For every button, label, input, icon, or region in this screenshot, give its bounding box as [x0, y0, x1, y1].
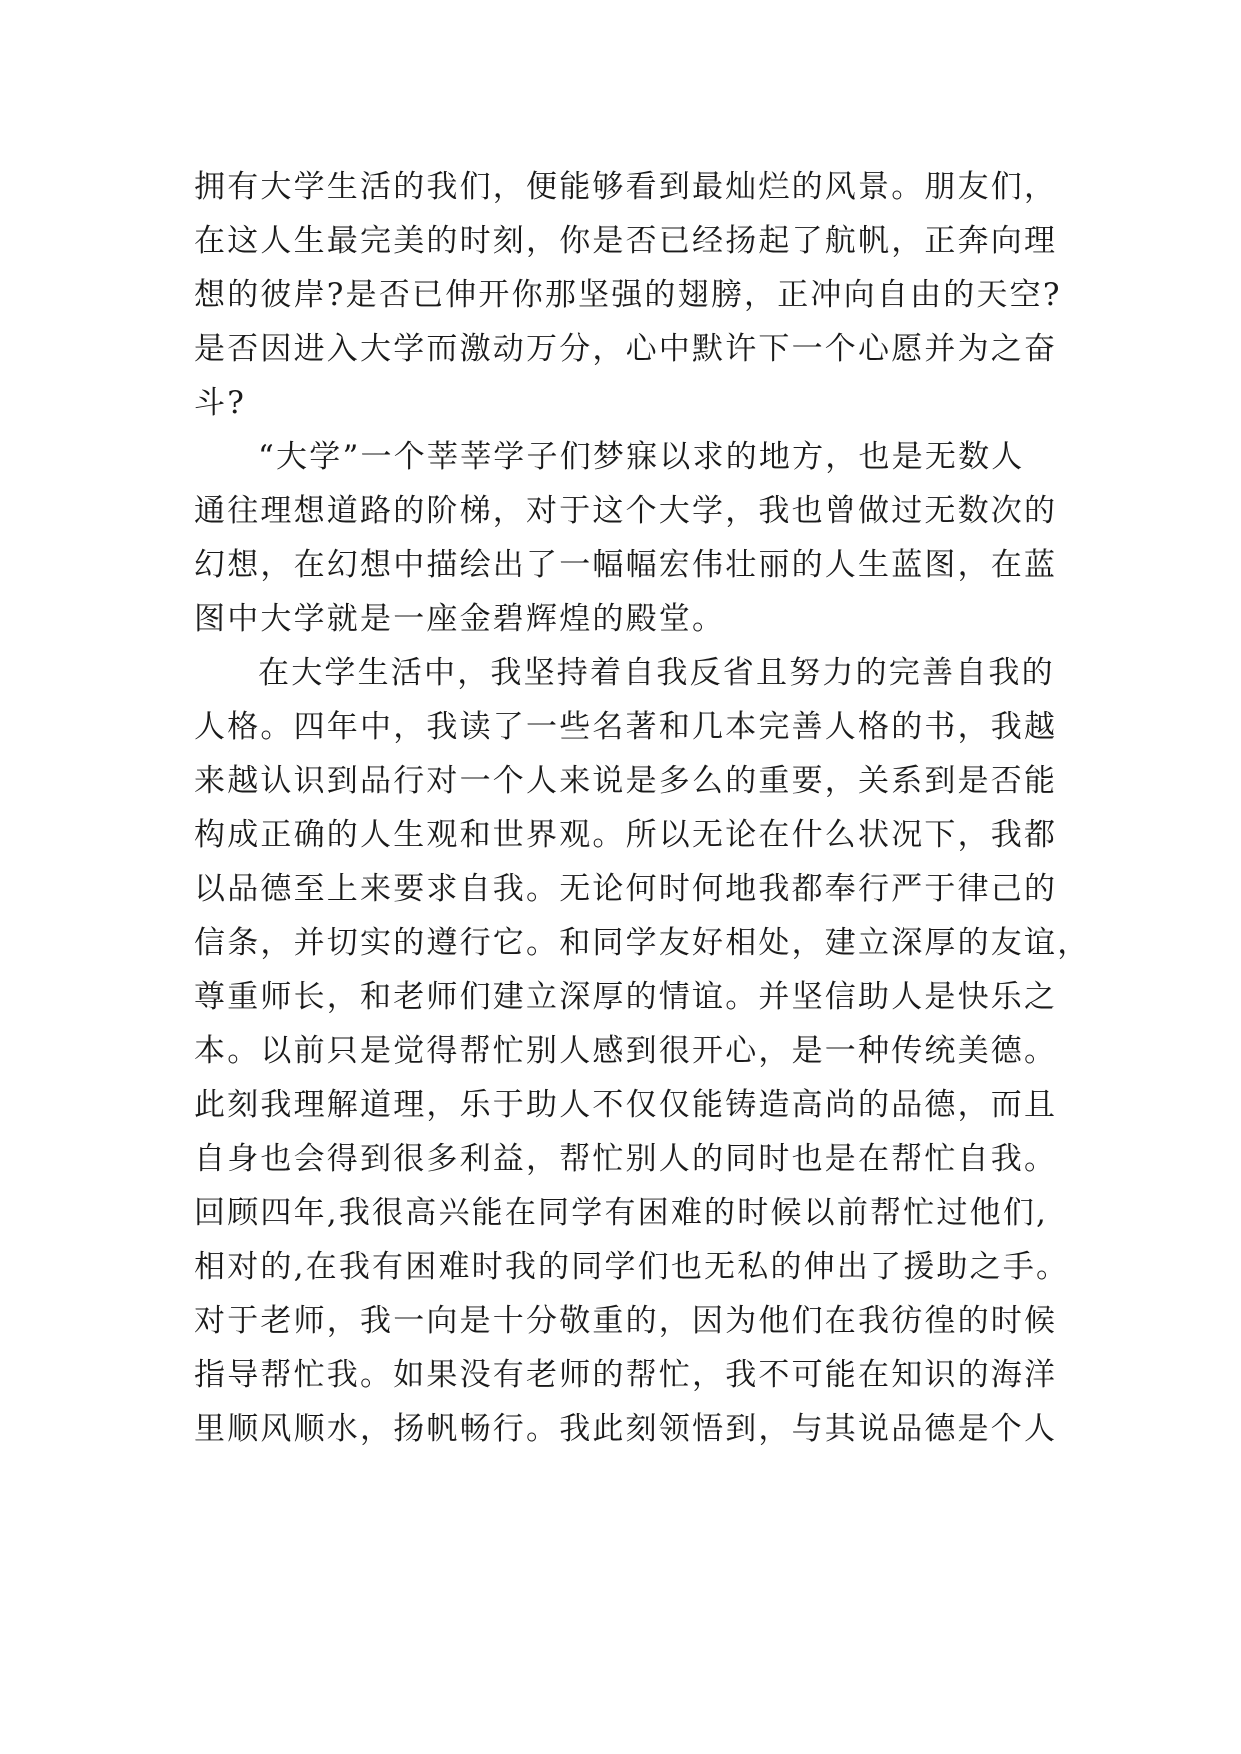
- text-line: 在大学生活中，我坚持着自我反省且努力的完善自我的: [258, 655, 1055, 691]
- paragraph: [194, 646, 1091, 1456]
- text-line: 想的彼岸?是否已伸开你那坚强的翅膀，正冲向自由的天空?: [194, 277, 1062, 313]
- text-line: 是否因进入大学而激动万分，心中默许下一个心愿并为之奋: [194, 331, 1058, 367]
- text-line: 相对的,在我有困难时我的同学们也无私的伸出了援助之手。: [194, 1249, 1070, 1285]
- text-line: 来越认识到品行对一个人来说是多么的重要，关系到是否能: [194, 763, 1058, 799]
- text-line: 斗?: [194, 385, 247, 421]
- text-line: 回顾四年,我很高兴能在同学有困难的时候以前帮忙过他们,: [194, 1195, 1049, 1231]
- text-line: 自身也会得到很多利益，帮忙别人的同时也是在帮忙自我。: [194, 1141, 1058, 1177]
- text-line: 通往理想道路的阶梯，对于这个大学，我也曾做过无数次的: [194, 493, 1058, 529]
- text-line: 指导帮忙我。如果没有老师的帮忙，我不可能在知识的海洋: [194, 1357, 1058, 1393]
- text-line: 信条，并切实的遵行它。和同学友好相处，建立深厚的友谊，: [194, 925, 1091, 961]
- text-line: 尊重师长，和老师们建立深厚的情谊。并坚信助人是快乐之: [194, 979, 1058, 1015]
- text-line: 拥有大学生活的我们，便能够看到最灿烂的风景。朋友们，: [194, 169, 1058, 205]
- text-line: 在这人生最完美的时刻，你是否已经扬起了航帆，正奔向理: [194, 223, 1058, 259]
- text-line: 以品德至上来要求自我。无论何时何地我都奉行严于律己的: [194, 871, 1058, 907]
- text-line: “大学”一个莘莘学子们梦寐以求的地方，也是无数人: [258, 439, 1025, 475]
- text-line: 此刻我理解道理，乐于助人不仅仅能铸造高尚的品德，而且: [194, 1087, 1058, 1123]
- text-line: 里顺风顺水，扬帆畅行。我此刻领悟到，与其说品德是个人: [194, 1411, 1058, 1447]
- paragraph: [194, 430, 1058, 646]
- text-line: 构成正确的人生观和世界观。所以无论在什么状况下，我都: [194, 817, 1058, 853]
- text-line: 人格。四年中，我读了一些名著和几本完善人格的书，我越: [194, 709, 1058, 745]
- document-body: [194, 160, 1091, 1456]
- paragraph: [194, 160, 1062, 430]
- text-line: 本。以前只是觉得帮忙别人感到很开心，是一种传统美德。: [194, 1033, 1058, 1069]
- text-line: 图中大学就是一座金碧辉煌的殿堂。: [194, 601, 726, 637]
- text-line: 对于老师，我一向是十分敬重的，因为他们在我彷徨的时候: [194, 1303, 1058, 1339]
- text-line: 幻想，在幻想中描绘出了一幅幅宏伟壮丽的人生蓝图，在蓝: [194, 547, 1058, 583]
